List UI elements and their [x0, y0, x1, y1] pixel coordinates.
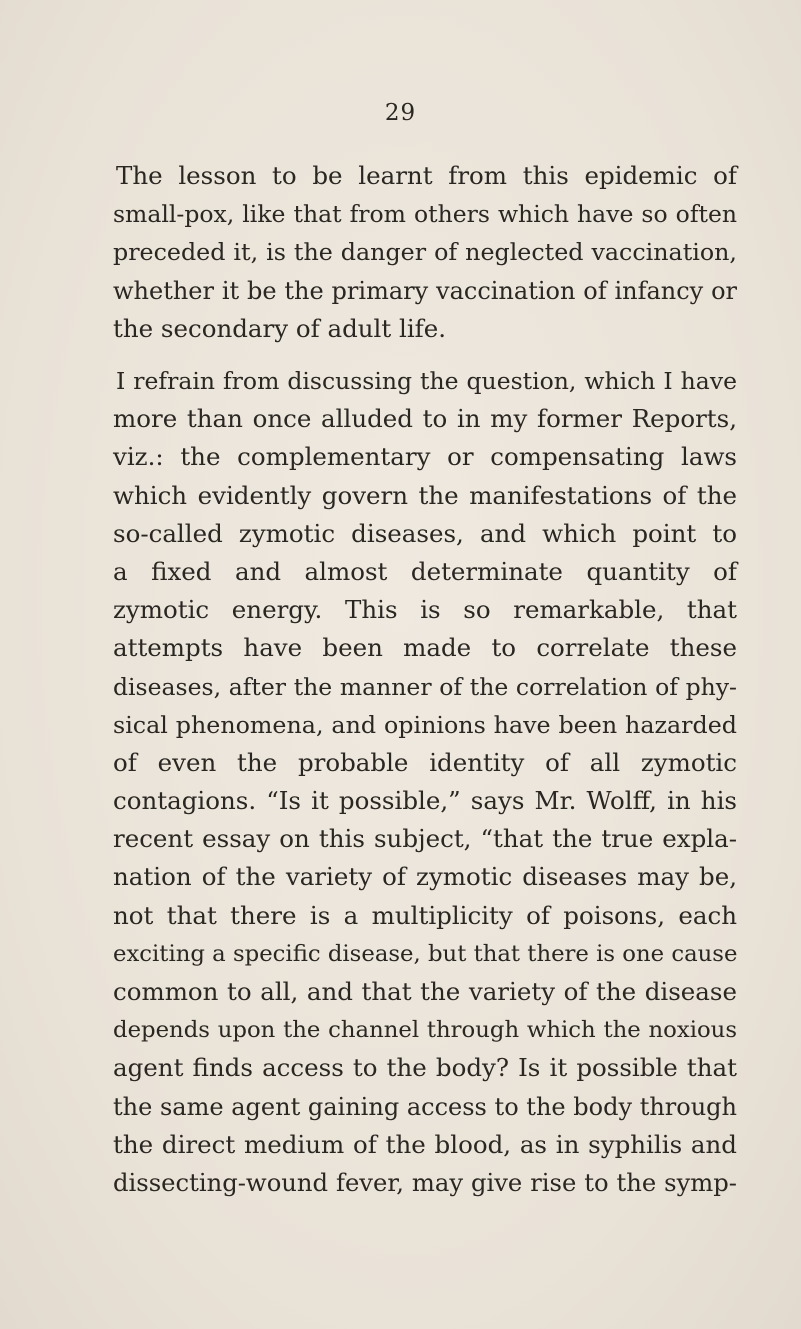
text-line: depends upon the channel through which the noxious: [113, 1017, 737, 1044]
paragraph-2: [113, 362, 737, 1202]
text-line: recent essay on this subject, “that the true expla-: [113, 824, 737, 854]
page-number: 29: [384, 100, 417, 126]
text-line: viz.: the complementary or compensating laws: [113, 442, 737, 472]
text-line: common to all, and that the variety of the disease: [113, 977, 737, 1006]
text-line: the same agent gaining access to the body through: [113, 1092, 737, 1121]
text-line: sical phenomena, and opinions have been hazarded: [113, 710, 737, 739]
text-line: attempts have been made to correlate these: [113, 633, 737, 663]
text-line: diseases, after the manner of the correlation of phy-: [113, 672, 737, 701]
text-line: The lesson to be learnt from this epidemic of: [116, 161, 737, 190]
text-line: of even the probable identity of all zymotic: [113, 747, 737, 777]
text-line: exciting a specific disease, but that there is one cause: [113, 940, 738, 967]
text-line: which evidently govern the manifestations of the: [113, 480, 737, 510]
text-line: more than once alluded to in my former Reports,: [113, 404, 737, 434]
text-line: the secondary of adult life.: [113, 313, 447, 343]
text-line: agent finds access to the body? Is it possible that: [113, 1053, 737, 1083]
text-line: whether it be the primary vaccination of infancy or: [113, 276, 737, 305]
paragraph-1: [113, 157, 737, 348]
text-line: contagions. “Is it possible,” says Mr. Wolff, in his: [113, 786, 737, 816]
text-line: so-called zymotic diseases, and which point to: [113, 518, 737, 548]
text-line: zymotic energy. This is so remarkable, that: [113, 595, 737, 625]
text-line: small-pox, like that from others which have so often: [113, 200, 737, 229]
text-line: a fixed and almost determinate quantity of: [113, 556, 737, 586]
text-line: the direct medium of the blood, as in syphilis and: [113, 1129, 737, 1159]
text-line: dissecting-wound fever, may give rise to the symp-: [113, 1167, 737, 1197]
text-line: I refrain from discussing the question, which I have: [116, 367, 737, 395]
text-line: preceded it, is the danger of neglected vaccination,: [113, 238, 737, 267]
text-line: nation of the variety of zymotic diseases may be,: [113, 862, 737, 892]
text-line: not that there is a multiplicity of poisons, each: [113, 900, 737, 930]
